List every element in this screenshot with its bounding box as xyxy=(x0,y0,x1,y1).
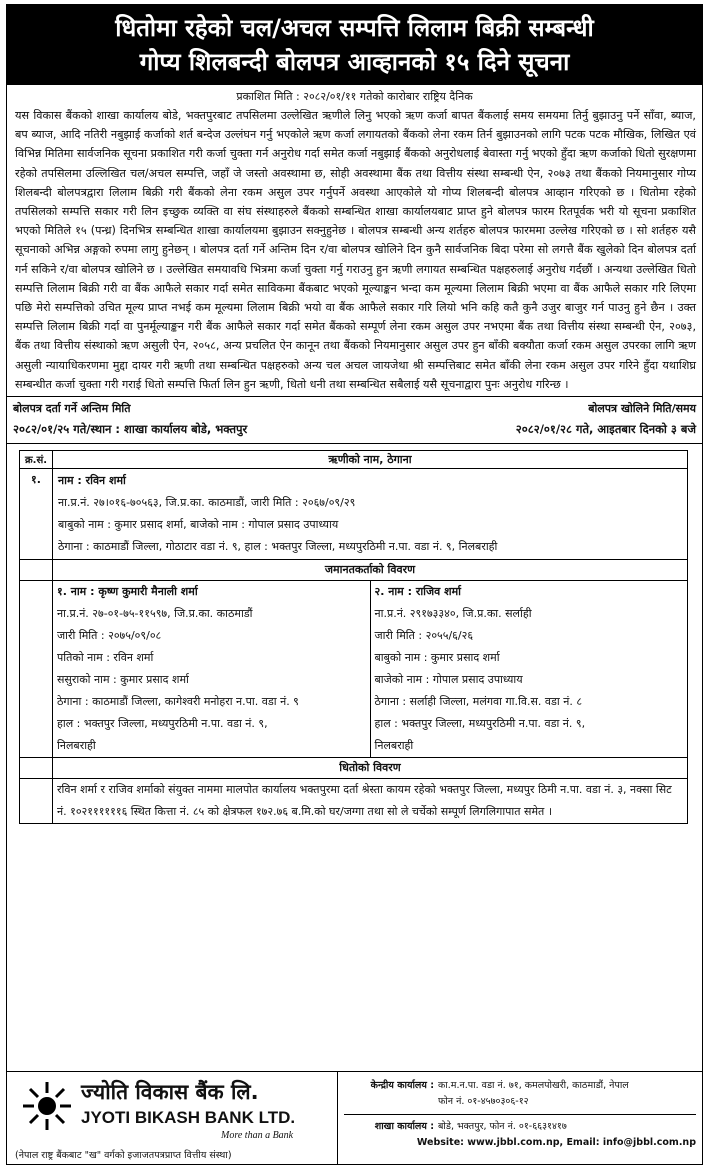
guarantor-2 xyxy=(371,581,688,757)
guarantor-1-line: ना.प्र.नं. २७-०१-७५-११५९७, जि.प्र.का. काठमाडौं xyxy=(57,607,253,621)
central-office-phone: फोन नं. ०१-४५७०३०६-१२ xyxy=(438,1096,529,1107)
sn-value: १. xyxy=(20,469,53,560)
guarantor-2-line: ठेगाना : सर्लाही जिल्ला, मलंगवा गा.वि.स. वडा नं. ८ xyxy=(374,695,583,709)
guarantor-1-line: जारी मिति : २०७५/०९/०८ xyxy=(57,629,162,643)
guarantor-2-line: बाबुको नाम : कुमार प्रसाद शर्मा xyxy=(374,651,500,665)
footer-divider xyxy=(344,1114,696,1115)
branch-office-row xyxy=(344,1119,696,1135)
bank-name-nepali: ज्योति विकास बैंक लि. xyxy=(81,1080,259,1104)
guarantor-header: जमानतकर्ताको विवरण xyxy=(53,560,688,581)
header-line-2: गोप्य शिलबन्दी बोलपत्र आव्हानको १५ दिने सूचना xyxy=(139,48,570,76)
website-email: Website: www.jbbl.com.np, Email: info@jbbl.com.np xyxy=(416,1137,696,1148)
guarantor-2-line: २. नाम : राजिव शर्मा xyxy=(374,585,462,599)
collateral-text: रविन शर्मा र राजिव शर्माको संयुक्त नाममा मालपोत कार्यालय भक्तपुरमा दर्ता श्रेस्ता कायम रहेको भक्तपुर जिल्ला, मध्यपुर ठिमी न.पा. वडा नं. ३, नक्सा सिट नं. १०२११११११६ स्थित कित्ता नं. ८५ को क्षेत्रफल १७२.७६ ब.मि.को घर/जग्गा तथा सो ले चर्चेको सम्पूर्ण लिगलिगापात समेत । xyxy=(53,779,688,824)
borrower-details xyxy=(53,469,688,560)
branch-office-address: बोडे, भक्तपुर, फोन नं. ०१-६६३१४१७ xyxy=(438,1121,567,1132)
bid-open-value: २०८२/०१/२८ गते, आइतबार दिनको ३ बजे xyxy=(515,422,696,437)
borrower-line: ठेगाना : काठमाडौं जिल्ला, गोठाटार वडा नं. ९, हाल : भक्तपुर जिल्ला, मध्यपुरठिमी न.पा. वडा नं. ९, निलबराही xyxy=(58,540,498,554)
guarantor-1 xyxy=(53,581,371,757)
central-office-label: केन्द्रीय कार्यालय : xyxy=(370,1080,434,1091)
header-line-1: धितोमा रहेको चल/अचल सम्पत्ति लिलाम बिक्री सम्बन्धी xyxy=(115,14,594,42)
guarantor-columns xyxy=(53,581,687,757)
central-office-address: का.म.न.पा. वडा नं. ७१, कमलपोखरी, काठमाडौं, नेपाल xyxy=(438,1080,629,1091)
guarantor-1-line: ठेगाना : काठमाडौं जिल्ला, कागेश्वरी मनोहरा न.पा. वडा नं. ९ xyxy=(57,695,299,709)
guarantor-2-line: ना.प्र.नं. २९१७३३४०, जि.प्र.का. सर्लाही xyxy=(374,607,532,621)
guarantor-1-line: हाल : भक्तपुर जिल्ला, मध्यपुरठिमी न.पा. वडा नं. ९, xyxy=(57,717,268,731)
guarantor-2-line: हाल : भक्तपुर जिल्ला, मध्यपुरठिमी न.पा. वडा नं. ९, xyxy=(374,717,586,731)
bank-license-text: (नेपाल राष्ट्र बैंकबाट "ख" वर्गको इजाजतपत्रप्राप्त वित्तीय संस्था) xyxy=(15,1150,232,1161)
details-wrapper xyxy=(7,444,702,824)
contact-info xyxy=(338,1072,702,1164)
guarantor-2-line: बाजेको नाम : गोपाल प्रसाद उपाध्याय xyxy=(374,673,523,687)
bid-values-row xyxy=(7,416,702,444)
bid-labels-row xyxy=(7,396,702,416)
bank-name-english: JYOTI BIKASH BANK LTD. xyxy=(81,1108,296,1127)
guarantor-2-line: जारी मिति : २०५५/६/२६ xyxy=(374,629,474,643)
published-date: प्रकाशित मिति : २०८२/०१/११ गतेको कारोबार राष्ट्रिय दैनिक xyxy=(236,90,473,103)
details-table xyxy=(19,450,688,824)
guarantor-1-line: ससुराको नाम : कुमार प्रसाद शर्मा xyxy=(57,673,189,687)
bid-reg-value: २०८२/०१/२५ गते/स्थान : शाखा कार्यालय बोडे, भक्तपुर xyxy=(13,422,248,437)
bank-tagline: More than a Bank xyxy=(221,1130,294,1141)
central-phone-row xyxy=(344,1094,696,1110)
branch-office-label: शाखा कार्यालय : xyxy=(374,1121,434,1132)
collateral-header: धितोको विवरण xyxy=(53,758,688,779)
notice-page xyxy=(6,4,703,1165)
borrower-line: नाम : रविन शर्मा xyxy=(58,474,126,488)
sun-logo-icon xyxy=(21,1080,73,1132)
borrower-line: बाबुको नाम : कुमार प्रसाद शर्मा, बाजेको नाम : गोपाल प्रसाद उपाध्याय xyxy=(58,518,339,532)
guarantor-1-line: पतिको नाम : रविन शर्मा xyxy=(57,651,154,665)
footer xyxy=(7,1071,702,1164)
bid-open-label: बोलपत्र खोलिने मिति/समय xyxy=(588,402,696,416)
central-office-row xyxy=(344,1078,696,1094)
sn-header: क्र.सं. xyxy=(20,451,53,469)
guarantor-1-line: १. नाम : कृष्ण कुमारी मैनाली शर्मा xyxy=(57,585,198,599)
bank-logo-area xyxy=(7,1072,338,1164)
guarantor-2-line: निलबराही xyxy=(374,739,414,753)
borrower-header: ऋणीको नाम, ठेगाना xyxy=(53,451,688,469)
guarantor-cell xyxy=(53,581,688,758)
borrower-line: ना.प्र.नं. २७।०१६-७०५६३, जि.प्र.का. काठमाडौं, जारी मिति : २०६७/०९/२९ xyxy=(58,496,356,510)
notice-body: यस विकास बैंकको शाखा कार्यालय बोडे, भक्तपुरबाट तपसिलमा उल्लेखित ऋणीले लिनु भएको ऋण कर्जा बापत बैंकलाई समय समयमा तिर्नु बुझाउनु पर्ने साँवा, ब्याज, बप ब्याज, आदि नतिरी नबुझाई कर्जाको शर्त बन्देज उल्लंघन गर्नु भएकोले ऋण कर्जा लगायतको बैंकको लेना रकम तिर्न बुझाउनको लागि पटक पटक मौखिक, लिखित एवं विभिन्न मितिमा सार्वजनिक सूचना प्रकाशित गरी कर्जा चुक्ता गर्न अनुरोध गर्दा समेत कर्जा नबुझाई बैंकको अनुरोधलाई बेवास्ता गर्नु भएको हुँदा ऋण कर्जाको धितो सुरक्षणमा रहेको तपसिलमा उल्लिखित चल/अचल सम्पत्ति, जहाँ जे जस्तो अवस्थामा छ, सोही अवस्थामा बैंक तथा वित्तीय संस्था सम्बन्धी ऐन, २०७३ तथा बैंकको नियमानुसार गोप्य शिलबन्दी बोलपत्रद्वारा लिलाम बिक्री गरी बैंकको लेना रकम असुल उपर गर्नुपर्ने अवस्था आएकोले यो गोप्य शिलबन्दी बोलपत्र आव्हान गरिएको छ । धितोमा रहेको तपसिलको सम्पत्ति सकार गरी लिन इच्छुक व्यक्ति वा संघ संस्थाहरुले बैंकको सम्बन्धित शाखा कार्यालयबाट प्राप्त हुने बोलपत्र फारम रितपूर्वक भरी यो सूचना प्रकाशित भएको मितिले १५ (पन्ध्र) दिनभित्र सम्बन्धित शाखा कार्यालयमा बुझाउन सक्नुहुनेछ । बोलपत्र सम्बन्धी अन्य शर्तहरु बोलपत्र फारममा उल्लेख गरिएको छ । सो शर्तहरु यसै सूचनाको अभिन्न अङ्गको रुपमा लागु हुनेछन् । बोलपत्र दर्ता गर्ने अन्तिम दिन र/वा बोलपत्र खोलिने दिन कुनै सार्वजनिक बिदा परेमा सो लगत्तै बैंक खुलेको दिन बोलपत्र दर्ता गर्न सकिने र/वा बोलपत्र खोलिने छ । उल्लेखित समयावधि भित्रमा कर्जा चुक्ता गर्नु गराउनु हुन ऋणी लगायत सम्बन्धित पक्षहरुलाई अनुरोध गर्दछौं । अन्यथा उल्लेखित धितो सम्पत्ति लिलाम बिक्री गरी वा बैंक आफैले सकार गर्दा समेत साविकमा बैंकबाट भएको मूल्याङ्कन भन्दा कम मूल्यमा लिलाम बिक्री भएमा वा बैंक आफैले सकार गरि लिएमा पछि मेरो सम्पत्तिको उचित मूल्य प्राप्त नभई कम मूल्यमा लिलाम बिक्री भयो वा बैंक आफैले सकार गरि लियो भनि कहि कतै कुनै उजुर बाजुर गर्न पाउनु हुने छैन । उक्त सम्पत्ति लिलाम बिक्री गर्दा वा पुनर्मूल्याङ्कन गरी बैंक आफैले सकार गर्दा समेत बैंकको सम्पूर्ण लेना रकम असुल उपर नभएमा बैंक तथा वित्तीय संस्था सम्बन्धी ऐन, २०७३, बैंक तथा वित्तीय संस्थाको ऋण असुली ऐन, २०५८, अन्य प्रचलित ऐन कानून तथा बैंकको नियमानुसार असुल उपर हुन बाँकी बक्यौता कर्जा रकम असुल उपरका लागि ऋण असुली न्यायाधिकरणमा मुद्दा दायर गरी ऋणी तथा सम्बन्धित पक्षहरुको अन्य चल अचल जायजेथा श्री सम्पत्तिबाट समेत बाँकी लेना रकम असुल उपर गरिने हुँदा यथाशिघ्र सम्बन्धीत कर्जा चुक्ता गरी गराई धितो सम्पत्ति फिर्ता लिन हुन ऋणी, धितो धनी तथा सम्बन्धित सबैलाई यसै सूचनाद्वारा पुनः अनुरोध गरिन्छ । xyxy=(15,109,696,391)
guarantor-1-line: निलबराही xyxy=(57,739,96,753)
bid-reg-label: बोलपत्र दर्ता गर्ने अन्तिम मिति xyxy=(13,402,131,416)
notice-header xyxy=(7,5,702,85)
